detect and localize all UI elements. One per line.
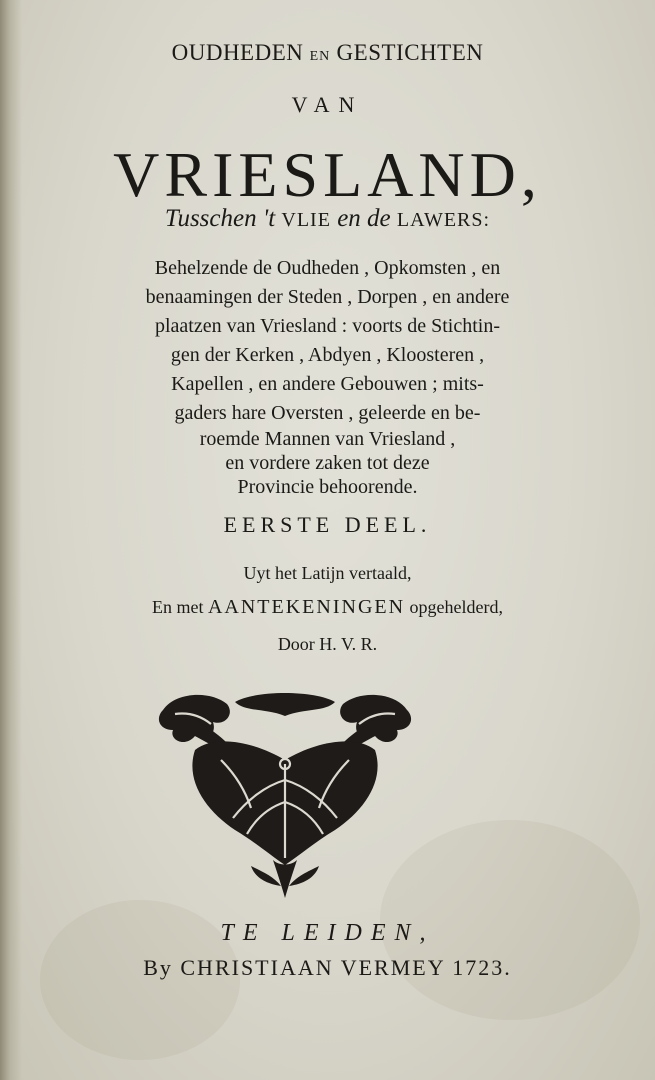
- description-line: Provincie behoorende.: [237, 476, 418, 498]
- description-line: en vordere zaken tot deze: [225, 452, 430, 474]
- annotations-post: opgehelderd,: [409, 597, 504, 617]
- annotations-caps: AANTEKENINGEN: [207, 596, 406, 618]
- description-line: plaatzen van Vriesland : voorts de Stichtin-: [154, 315, 500, 337]
- imprint-publisher: By CHRISTIAAN VERMEY 1723.: [143, 955, 512, 980]
- translation-note: Uyt het Latijn vertaald,: [243, 563, 412, 583]
- description-line: gaders hare Oversten , geleerde en be-: [174, 402, 481, 424]
- floral-vignette-ornament-icon: [155, 690, 415, 900]
- description-line: benaamingen der Steden , Dorpen , en andere: [145, 286, 510, 308]
- annotations-pre: En met: [151, 597, 204, 617]
- annotations-note: [0, 596, 655, 619]
- description-line: gen der Kerken , Abdyen , Kloosteren ,: [170, 344, 485, 366]
- subtitle-lawers: LAWERS:: [396, 209, 491, 231]
- title-word-en: EN: [309, 49, 331, 64]
- subtitle-tusschen: Tusschen 't: [164, 205, 276, 232]
- title-word-gestichten: GESTICHTEN: [336, 40, 484, 65]
- description-line: roemde Mannen van Vriesland ,: [199, 428, 456, 450]
- subtitle: [0, 205, 655, 233]
- volume-label: EERSTE DEEL.: [223, 512, 432, 537]
- imprint-place: TE LEIDEN,: [220, 920, 435, 946]
- subtitle-vlie: VLIE: [281, 209, 331, 231]
- title-word-oudheden: OUDHEDEN: [171, 40, 304, 65]
- author-line: Door H. V. R.: [277, 634, 378, 654]
- description-line: Behelzende de Oudheden , Opkomsten , en: [154, 257, 501, 279]
- main-title: VRIESLAND,: [113, 139, 542, 210]
- title-van: VAN: [291, 92, 364, 117]
- title-line-1: [0, 40, 655, 66]
- description-line: Kapellen , en andere Gebouwen ; mits-: [171, 373, 484, 395]
- subtitle-en-de: en de: [337, 205, 391, 232]
